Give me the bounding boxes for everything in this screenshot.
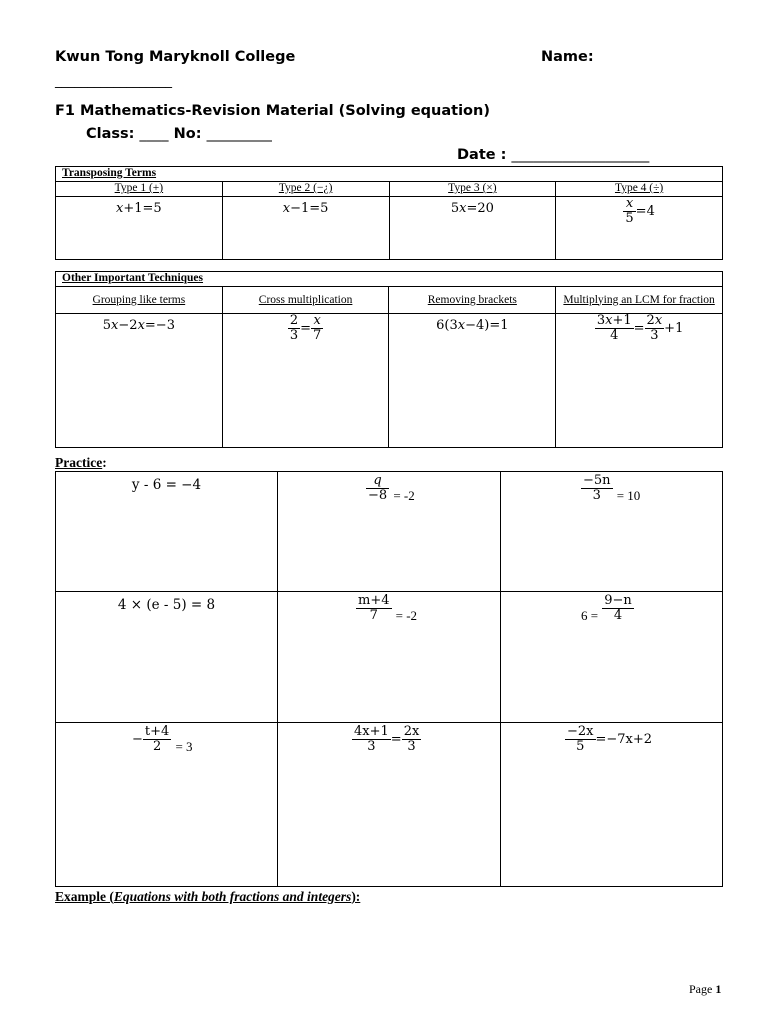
removing-brackets-example — [389, 314, 556, 448]
type3-example — [389, 197, 556, 260]
example-prefix: Example ( — [55, 889, 114, 904]
type3-label: Type 3 (×) — [448, 182, 497, 194]
q8-equation: $\frac{4x+1}{3}$ = $\frac{2x}{3}$ — [354, 724, 420, 754]
practice-q5[interactable] — [278, 592, 501, 723]
practice-q1[interactable] — [56, 472, 278, 592]
school-name: Kwun Tong Maryknoll College — [55, 49, 296, 65]
practice-q2[interactable] — [278, 472, 501, 592]
date-field — [457, 147, 649, 163]
transposing-title: Transposing Terms — [62, 167, 157, 179]
page-label: Page — [689, 982, 713, 996]
document-title: F1 Mathematics-Revision Material (Solving equation) — [55, 103, 490, 119]
type2-label: Type 2 (−¿) — [278, 182, 333, 194]
type4-label: Type 4 (÷) — [614, 182, 664, 194]
practice-table — [55, 471, 723, 887]
example-italic: Equations with both fractions and integers — [113, 889, 352, 904]
class-label: Class: — [86, 126, 135, 142]
cross-mult-label: Cross multiplication — [258, 294, 353, 306]
type2-example — [222, 197, 389, 260]
grouping-label: Grouping like terms — [92, 294, 186, 306]
removing-brackets-equation: 6(3x−4)=1 — [436, 318, 509, 333]
practice-heading — [55, 455, 107, 471]
q4-equation: 4 × (e - 5) = 8 — [117, 597, 216, 613]
q1-equation: y - 6 = −4 — [131, 477, 202, 493]
type1-equation: x+1=5 — [116, 201, 162, 216]
q2-equation: $\frac{q}{-8}$ = -2 — [368, 473, 415, 503]
q6-equation: 6 = $\frac{9-n}{4}$ — [581, 593, 632, 623]
q5-equation: $\frac{m+4}{7}$ = -2 — [358, 593, 418, 623]
type1-example — [56, 197, 223, 260]
no-label: No: — [173, 126, 202, 142]
practice-colon: : — [102, 455, 107, 470]
q7-equation: − $\frac{t+4}{2}$ = 3 — [132, 724, 193, 754]
page-footer — [689, 982, 721, 997]
lcm-label: Multiplying an LCM for fraction — [563, 293, 715, 306]
q3-equation: $\frac{-5n}{3}$ = 10 — [583, 473, 641, 503]
lcm-example — [556, 314, 723, 448]
name-label: Name: — [541, 49, 594, 65]
practice-q4[interactable] — [56, 592, 278, 723]
type4-example — [556, 197, 723, 260]
type4-equation: $\frac{x}{5}$ =4 — [625, 196, 655, 226]
practice-q9[interactable] — [501, 723, 723, 887]
example-heading — [55, 889, 360, 905]
grouping-equation: 5x−2x=−3 — [102, 318, 175, 333]
practice-title: Practice — [55, 455, 103, 470]
techniques-table — [55, 271, 723, 448]
class-line[interactable]: ____ — [139, 126, 169, 142]
cross-mult-equation: $\frac{2}{3}$ = $\frac{x}{7}$ — [289, 313, 322, 343]
page-number: 1 — [715, 982, 722, 996]
practice-q3[interactable] — [501, 472, 723, 592]
practice-q7[interactable] — [56, 723, 278, 887]
date-label: Date : — [457, 147, 507, 163]
date-line[interactable]: ___________________ — [511, 147, 650, 163]
type3-equation: 5x=20 — [450, 201, 494, 216]
type2-equation: x−1=5 — [282, 201, 329, 216]
practice-q8[interactable] — [278, 723, 501, 887]
techniques-title: Other Important Techniques — [62, 272, 204, 284]
name-line[interactable]: __________________ — [55, 74, 172, 89]
practice-q6[interactable] — [501, 592, 723, 723]
grouping-example — [56, 314, 223, 448]
class-field — [86, 126, 272, 142]
cross-mult-example — [222, 314, 389, 448]
lcm-equation: $\frac{3x+1}{4}$ = $\frac{2x}{3}$ +1 — [596, 313, 684, 343]
no-line[interactable]: _________ — [206, 126, 272, 142]
type1-label: Type 1 (+) — [114, 182, 164, 194]
removing-brackets-label: Removing brackets — [427, 294, 517, 306]
q9-equation: $\frac{-2x}{5}$ =−7x+2 — [567, 724, 653, 754]
transposing-terms-table — [55, 166, 723, 260]
example-suffix: ): — [351, 889, 361, 904]
